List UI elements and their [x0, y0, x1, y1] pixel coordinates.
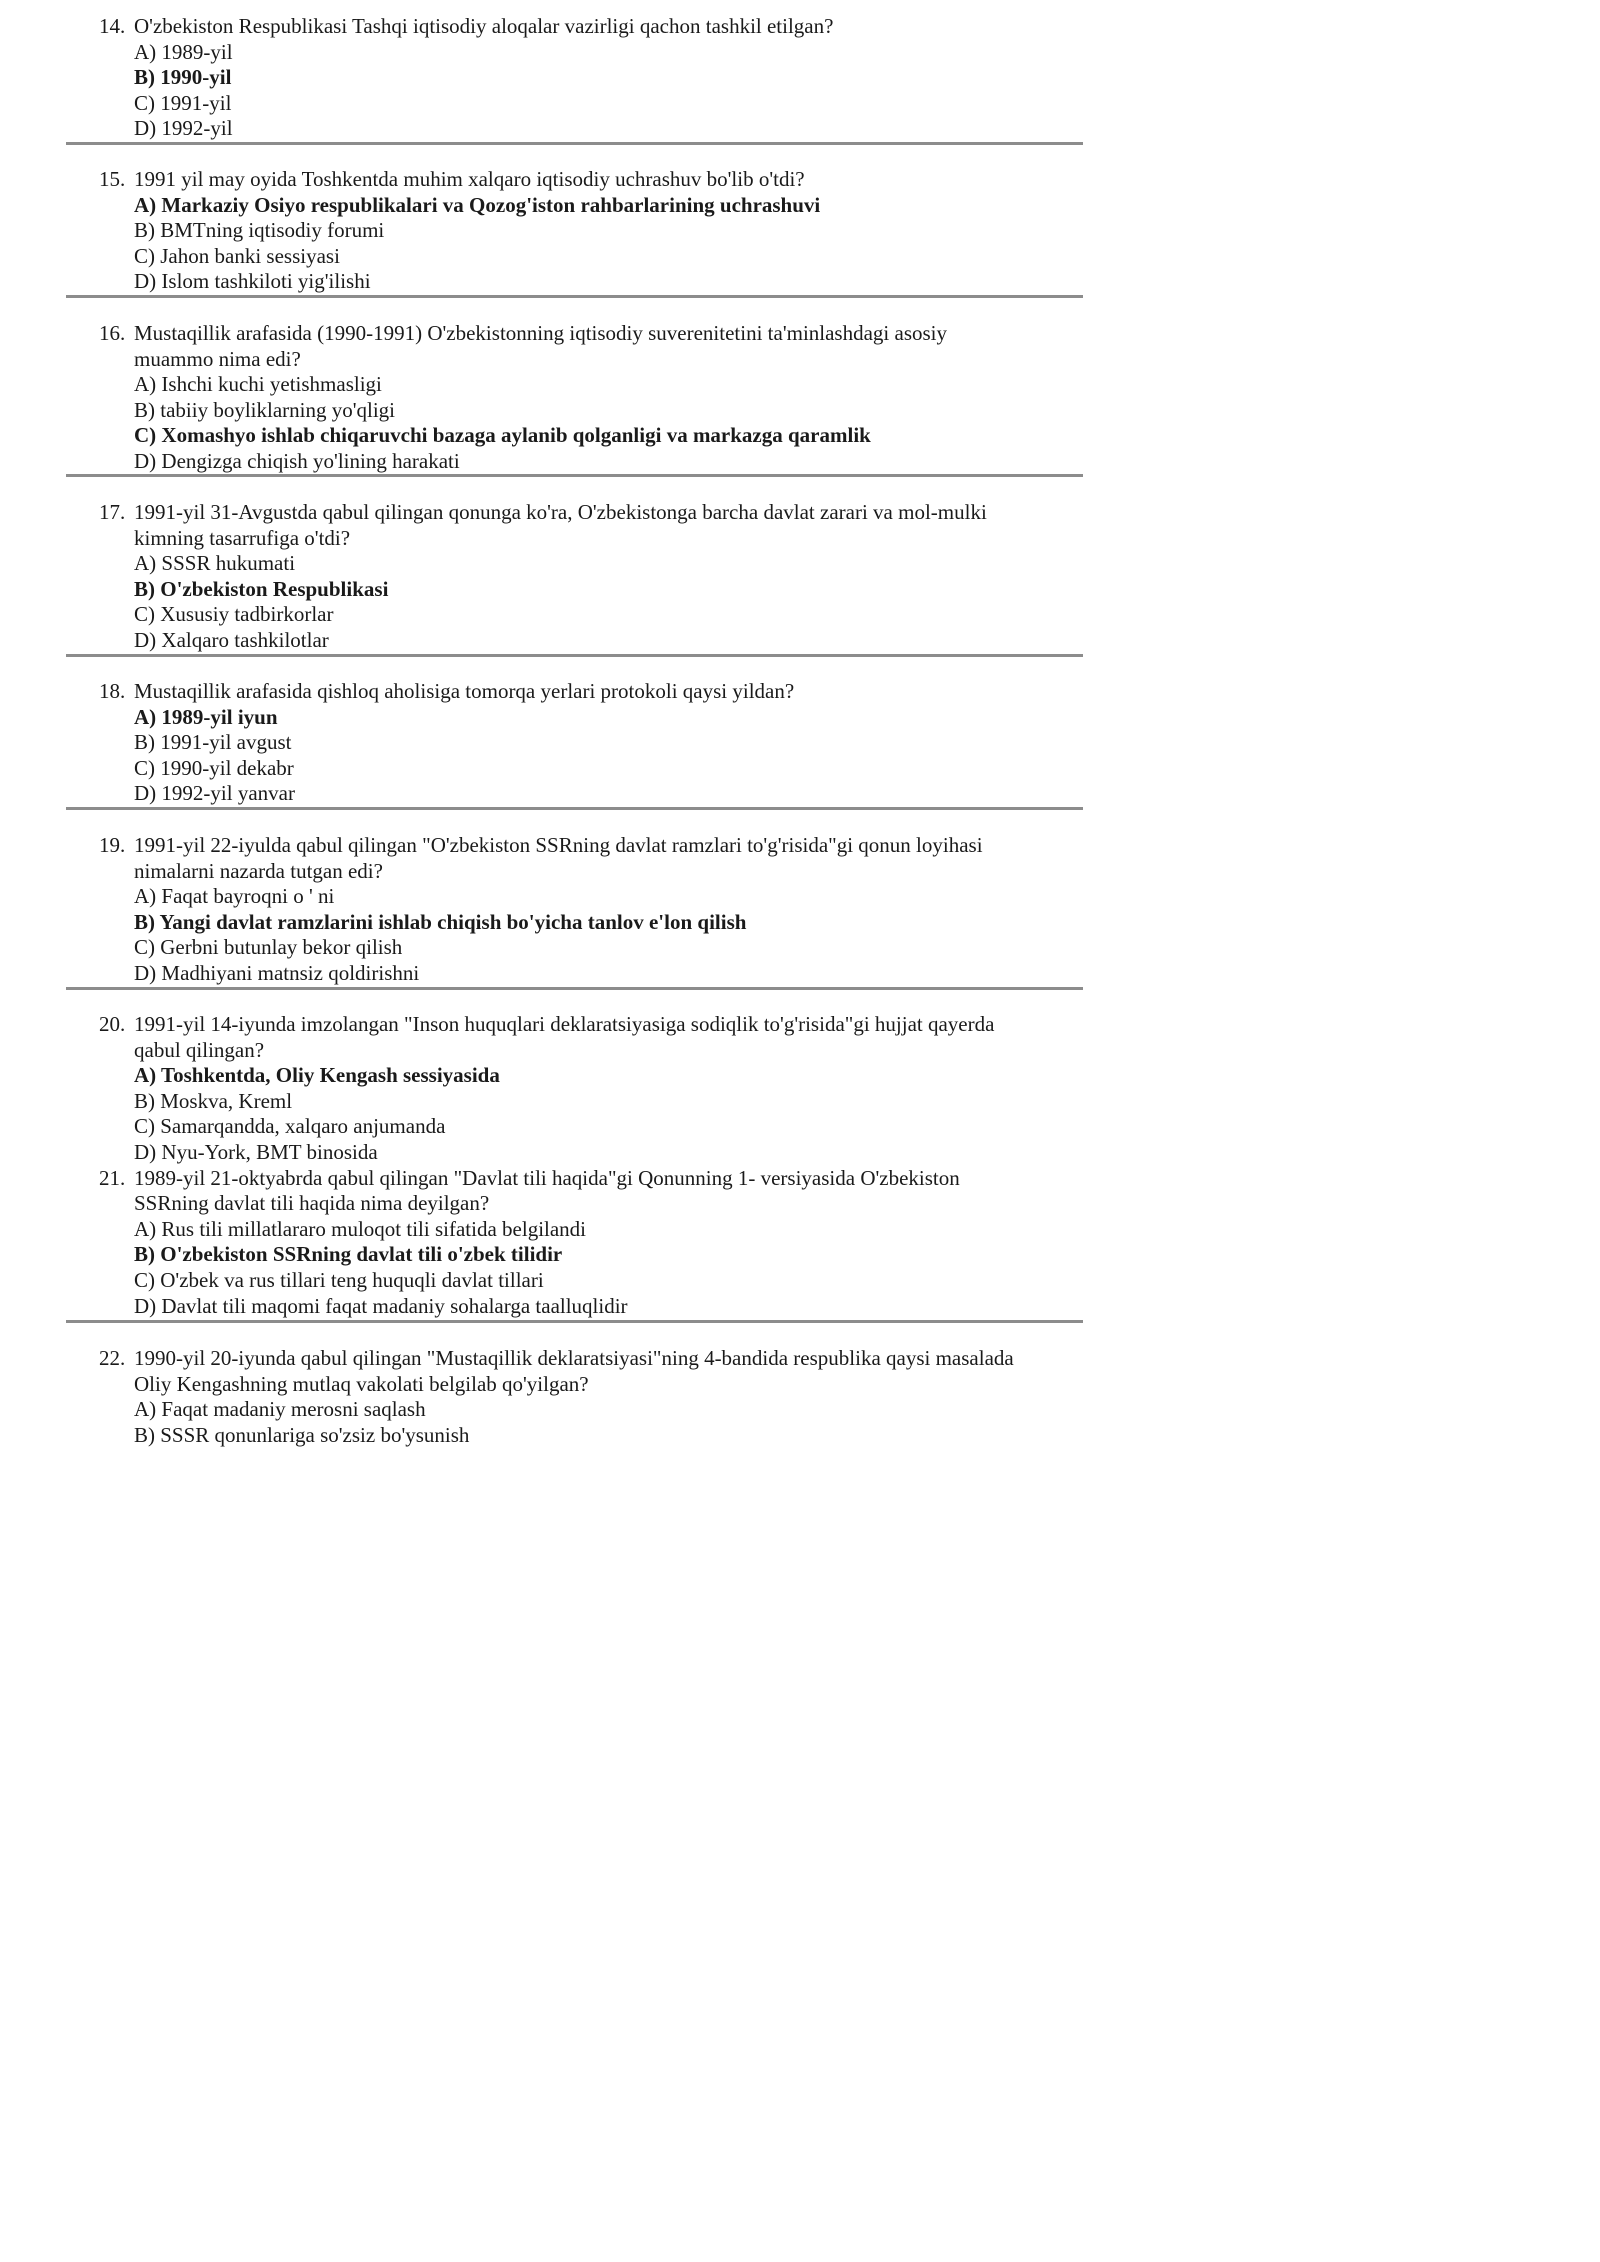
- correct-answer-option: A) Markaziy Osiyo respublikalari va Qozog'iston rahbarlarining uchrashuvi: [134, 192, 821, 217]
- separator-line: [66, 807, 1083, 810]
- answer-option: A) Ishchi kuchi yetishmasligi: [134, 372, 382, 397]
- answer-option: D) 1992-yil yanvar: [134, 781, 295, 806]
- question-number: 17.: [99, 500, 126, 524]
- separator-line: [66, 654, 1083, 657]
- answer-option: C) Samarqandda, xalqaro anjumanda: [134, 1114, 446, 1139]
- question-text-continued: muammo nima edi?: [134, 346, 301, 371]
- correct-answer-option: B) 1990-yil: [134, 65, 232, 90]
- question-text: 22. 1990-yil 20-iyunda qabul qilingan "Mustaqillik deklaratsiyasi"ning 4-bandida respublika qaysi masalada: [99, 1346, 1014, 1370]
- separator-line: [66, 987, 1083, 990]
- separator-line: [66, 295, 1083, 298]
- answer-option: A) SSSR hukumati: [134, 551, 296, 576]
- question-text-continued: kimning tasarrufiga o'tdi?: [134, 525, 351, 550]
- separator-line: [66, 1320, 1083, 1323]
- question-block: [0, 833, 1102, 987]
- correct-answer-option: A) 1989-yil iyun: [134, 704, 278, 729]
- answer-option: C) Xususiy tadbirkorlar: [134, 602, 334, 627]
- answer-option: D) Xalqaro tashkilotlar: [134, 627, 329, 652]
- answer-option: B) BMTning iqtisodiy forumi: [134, 218, 385, 243]
- answer-option: A) Rus tili millatlararo muloqot tili sifatida belgilandi: [134, 1216, 587, 1241]
- question-block: [0, 500, 1102, 654]
- question-block: [0, 1012, 1102, 1319]
- question-text: 20. 1991-yil 14-iyunda imzolangan "Inson huquqlari deklaratsiyasiga sodiqlik to'g'risida"gi hujjat qayerda: [99, 1012, 995, 1036]
- question-text: 19. 1991-yil 22-iyulda qabul qilingan "O'zbekiston SSRning davlat ramzlari to'g'risida"gi qonun loyihasi: [99, 833, 983, 857]
- correct-answer-option: B) Yangi davlat ramzlarini ishlab chiqish bo'yicha tanlov e'lon qilish: [134, 909, 747, 934]
- answer-option: A) Faqat madaniy merosni saqlash: [134, 1397, 426, 1422]
- question-block: [0, 14, 1102, 142]
- question-number: 19.: [99, 833, 126, 857]
- separator-line: [66, 474, 1083, 477]
- question-number: 21.: [99, 1165, 126, 1190]
- answer-option: C) Gerbni butunlay bekor qilish: [134, 935, 403, 960]
- answer-option: D) Davlat tili maqomi faqat madaniy sohalarga taalluqlidir: [134, 1293, 628, 1318]
- correct-answer-option: B) O'zbekiston SSRning davlat tili o'zbek tilidir: [134, 1242, 563, 1267]
- answer-option: B) Moskva, Kreml: [134, 1088, 293, 1113]
- answer-option: B) SSSR qonunlariga so'zsiz bo'ysunish: [134, 1422, 470, 1447]
- question-number: 22.: [99, 1346, 126, 1370]
- answer-option: C) Jahon banki sessiyasi: [134, 243, 340, 268]
- question-block: [0, 321, 1102, 475]
- question-number: 20.: [99, 1012, 126, 1036]
- correct-answer-option: C) Xomashyo ishlab chiqaruvchi bazaga aylanib qolganligi va markazga qaramlik: [134, 423, 871, 448]
- question-text: 14. O'zbekiston Respublikasi Tashqi iqtisodiy aloqalar vazirligi qachon tashkil etilgan?: [99, 14, 834, 38]
- answer-option: D) 1992-yil: [134, 116, 233, 141]
- correct-answer-option: B) O'zbekiston Respublikasi: [134, 576, 389, 601]
- question-number: 18.: [99, 679, 126, 703]
- separator-line: [66, 142, 1083, 145]
- answer-option: C) 1990-yil dekabr: [134, 755, 294, 780]
- answer-option: D) Nyu-York, BMT binosida: [134, 1139, 378, 1164]
- answer-option: D) Madhiyani matnsiz qoldirishni: [134, 960, 420, 985]
- question-number: 16.: [99, 321, 126, 345]
- answer-option: B) 1991-yil avgust: [134, 730, 292, 755]
- answer-option: B) tabiiy boyliklarning yo'qligi: [134, 397, 396, 422]
- question-block: [0, 679, 1102, 807]
- question-text: 18. Mustaqillik arafasida qishloq aholisiga tomorqa yerlari protokoli qaysi yildan?: [99, 679, 795, 703]
- answer-option: D) Dengizga chiqish yo'lining harakati: [134, 448, 460, 473]
- question-text: 17. 1991-yil 31-Avgustda qabul qilingan qonunga ko'ra, O'zbekistonga barcha davlat zarari va mol-mulki: [99, 500, 987, 524]
- correct-answer-option: A) Toshkentda, Oliy Kengash sessiyasida: [134, 1063, 500, 1088]
- answer-option: C) 1991-yil: [134, 90, 232, 115]
- answer-option: C) O'zbek va rus tillari teng huquqli davlat tillari: [134, 1267, 544, 1292]
- answer-option: A) 1989-yil: [134, 39, 233, 64]
- question-block: [0, 167, 1102, 295]
- quiz-page: [0, 0, 1102, 1558]
- question-text-continued: qabul qilingan?: [134, 1037, 265, 1062]
- answer-option: A) Faqat bayroqni o ' ni: [134, 884, 335, 909]
- question-number: 14.: [99, 14, 126, 38]
- question-text-continued: Oliy Kengashning mutlaq vakolati belgilab qo'yilgan?: [134, 1371, 589, 1396]
- question-text: 21. 1989-yil 21-oktyabrda qabul qilingan "Davlat tili haqida"gi Qonunning 1- versiyasida O'zbekiston: [99, 1165, 960, 1190]
- question-text: 15. 1991 yil may oyida Toshkentda muhim xalqaro iqtisodiy uchrashuv bo'lib o'tdi?: [99, 167, 805, 191]
- question-text-continued: nimalarni nazarda tutgan edi?: [134, 858, 383, 883]
- question-block: [0, 1346, 1102, 1448]
- question-number: 15.: [99, 167, 126, 191]
- question-text: 16. Mustaqillik arafasida (1990-1991) O'zbekistonning iqtisodiy suverenitetini ta'minlashdagi asosiy: [99, 321, 948, 345]
- answer-option: D) Islom tashkiloti yig'ilishi: [134, 269, 371, 294]
- question-text-continued: SSRning davlat tili haqida nima deyilgan?: [134, 1191, 490, 1216]
